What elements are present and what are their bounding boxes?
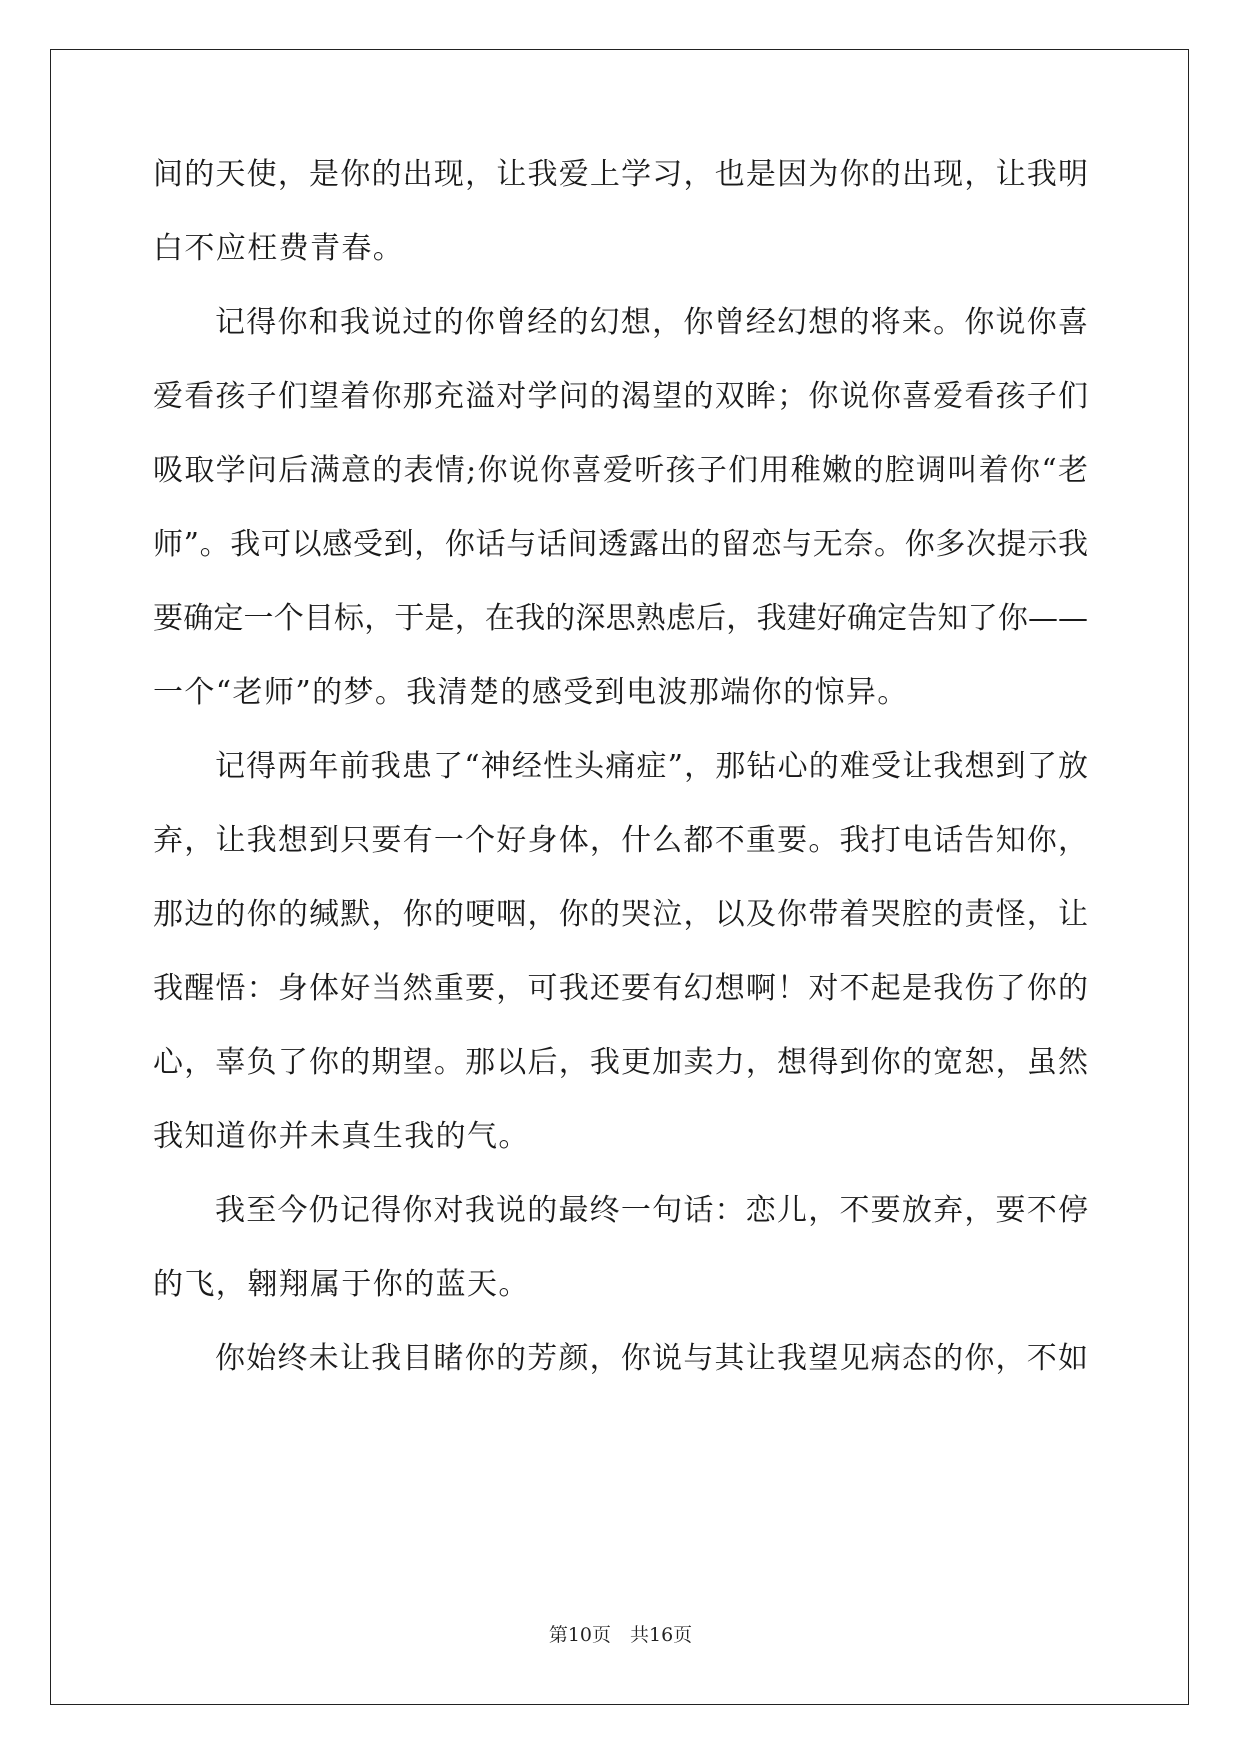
page-number-footer: 第10页 共16页 (548, 1624, 693, 1646)
text-line: 爱看孩子们望着你那充溢对学问的渴望的双眸；你说你喜爱看孩子们 (153, 379, 1088, 414)
text-line: 要确定一个目标，于是，在我的深思熟虑后，我建好确定告知了你—— (153, 601, 1088, 636)
text-line: 心，辜负了你的期望。那以后，我更加卖力，想得到你的宽恕，虽然 (153, 1045, 1088, 1080)
text-line: 间的天使，是你的出现，让我爱上学习，也是因为你的出现，让我明 (153, 157, 1088, 192)
text-line: 弃，让我想到只要有一个好身体，什么都不重要。我打电话告知你， (153, 823, 1088, 858)
text-line: 吸取学问后满意的表情;你说你喜爱听孩子们用稚嫩的腔调叫着你“老 (153, 453, 1088, 488)
paragraph-first-line: 我至今仍记得你对我说的最终一句话：恋儿，不要放弃，要不停 (215, 1193, 1088, 1228)
page-border (50, 49, 1189, 1705)
text-line: 我知道你并未真生我的气。 (153, 1119, 530, 1154)
text-line: 的飞，翱翔属于你的蓝天。 (153, 1267, 530, 1302)
text-line: 白不应枉费青春。 (153, 231, 405, 266)
text-line: 一个“老师”的梦。我清楚的感受到电波那端你的惊异。 (153, 675, 909, 710)
paragraph-first-line: 你始终未让我目睹你的芳颜，你说与其让我望见病态的你，不如 (215, 1341, 1088, 1376)
text-line: 师”。我可以感受到，你话与话间透露出的留恋与无奈。你多次提示我 (153, 527, 1088, 562)
paragraph-first-line: 记得两年前我患了“神经性头痛症”，那钻心的难受让我想到了放 (215, 749, 1088, 784)
text-line: 那边的你的缄默，你的哽咽，你的哭泣，以及你带着哭腔的责怪，让 (153, 897, 1088, 932)
paragraph-first-line: 记得你和我说过的你曾经的幻想，你曾经幻想的将来。你说你喜 (215, 305, 1088, 340)
text-line: 我醒悟：身体好当然重要，可我还要有幻想啊！对不起是我伤了你的 (153, 971, 1088, 1006)
